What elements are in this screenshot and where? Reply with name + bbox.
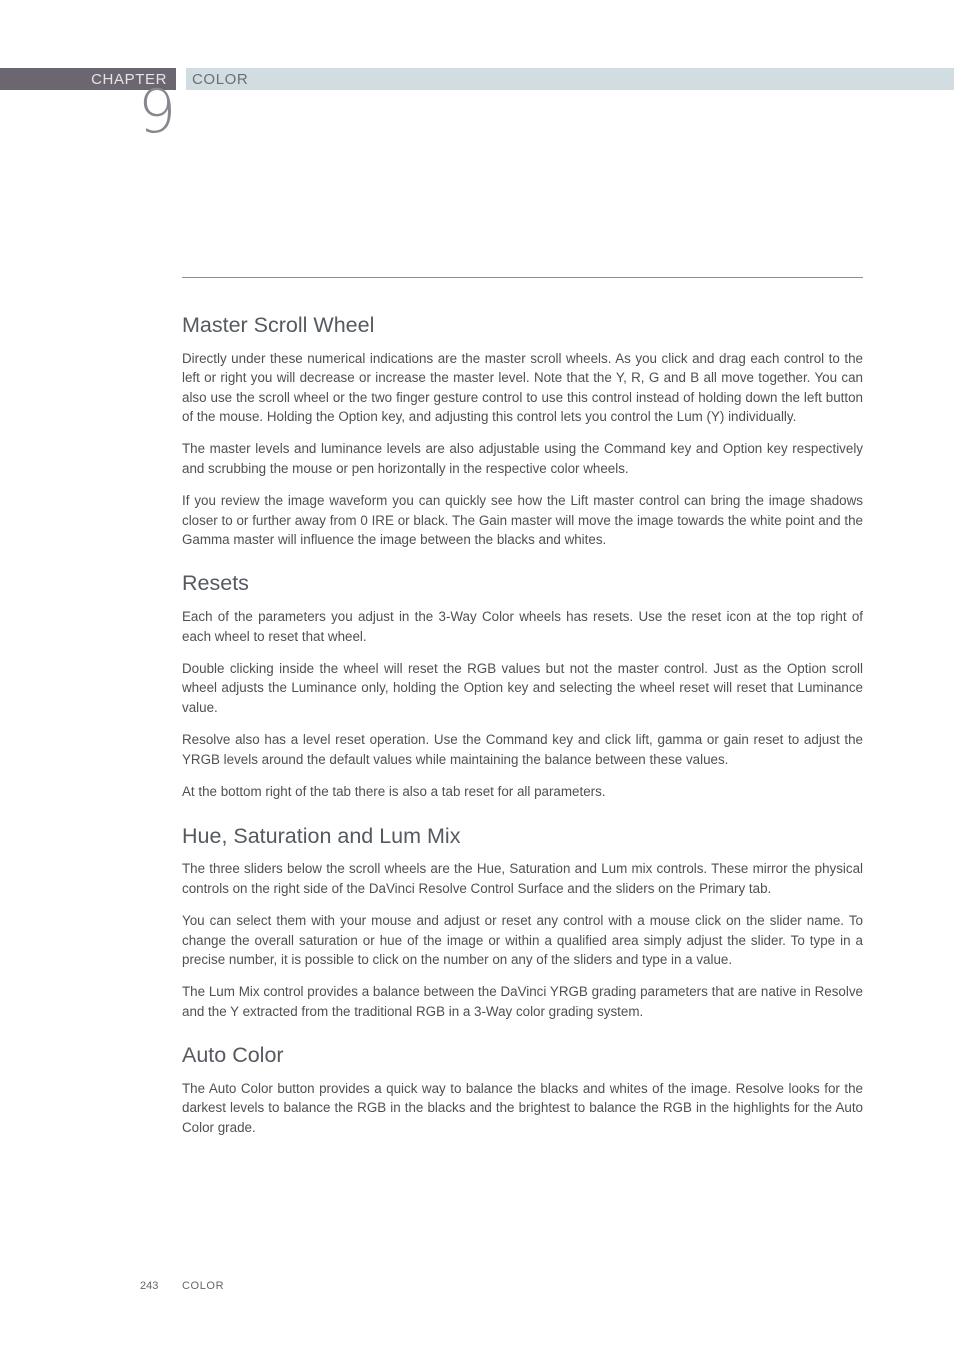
- section-resets: [182, 571, 863, 801]
- paragraph: Each of the parameters you adjust in the 3-Way Color wheels has resets. Use the reset icon at the top right of each wheel to reset that wheel.: [182, 609, 863, 644]
- paragraph: The Lum Mix control provides a balance between the DaVinci YRGB grading parameters that are native in Resolve and the Y extracted from the traditional RGB in a 3-Way color grading system.: [182, 984, 863, 1019]
- paragraph: Resolve also has a level reset operation. Use the Command key and click lift, gamma or gain reset to adjust the YRGB levels around the default values while maintaining the balance between these values.: [182, 732, 863, 767]
- section-bar: [186, 68, 954, 90]
- chapter-number: 9: [138, 77, 177, 147]
- paragraph: Double clicking inside the wheel will reset the RGB values but not the master control. Just as the Option scroll wheel adjusts the Luminance only, holding the Option key and selecting the wheel reset will reset that Luminance value.: [182, 661, 863, 715]
- paragraph: You can select them with your mouse and adjust or reset any control with a mouse click on the slider name. To change the overall saturation or hue of the image or within a qualified area simply adjust the slider. To type in a precise number, it is possible to click on the number on any of the sliders and type in a value.: [182, 913, 863, 967]
- paragraph: Directly under these numerical indications are the master scroll wheels. As you click and drag each control to the left or right you will decrease or increase the master level. Note that the Y, R, G and B all move together. You can also use the scroll wheel or the two finger gesture control to use this control instead of holding down the left button of the mouse. Holding the Option key, and adjusting this control lets you control the Lum (Y) individually.: [182, 350, 863, 425]
- page-number: 243: [140, 1280, 159, 1292]
- section-heading: Hue, Saturation and Lum Mix: [182, 823, 461, 848]
- divider: [182, 277, 863, 278]
- section-heading: Resets: [182, 571, 249, 596]
- page-content: [182, 313, 863, 1150]
- section-hue-saturation-lum-mix: [182, 824, 863, 1022]
- paragraph: At the bottom right of the tab there is also a tab reset for all parameters.: [182, 784, 606, 800]
- section-auto-color: [182, 1043, 863, 1137]
- paragraph: The master levels and luminance levels are also adjustable using the Command key and Option key respectively and scrubbing the mouse or pen horizontally in the respective color wheels.: [182, 441, 863, 476]
- paragraph: If you review the image waveform you can quickly see how the Lift master control can bring the image shadows closer to or further away from 0 IRE or black. The Gain master will move the image towards the white point and the Gamma master will influence the image between the blacks and whites.: [182, 493, 863, 548]
- section-heading: Master Scroll Wheel: [182, 313, 375, 337]
- chapter-label: CHAPTER: [91, 71, 167, 88]
- section-heading: Auto Color: [182, 1043, 284, 1068]
- section-label: COLOR: [192, 71, 249, 88]
- footer-section-title: COLOR: [182, 1280, 225, 1292]
- section-master-scroll-wheel: [182, 313, 863, 549]
- paragraph: The three sliders below the scroll wheels are the Hue, Saturation and Lum mix controls. These mirror the physical controls on the right side of the DaVinci Resolve Control Surface and the sliders on the Primary tab.: [182, 861, 863, 896]
- paragraph: The Auto Color button provides a quick way to balance the blacks and whites of the image. Resolve looks for the darkest levels to balance the RGB in the blacks and the brightest to balance the RGB in the highlights for the Auto Color grade.: [182, 1080, 863, 1135]
